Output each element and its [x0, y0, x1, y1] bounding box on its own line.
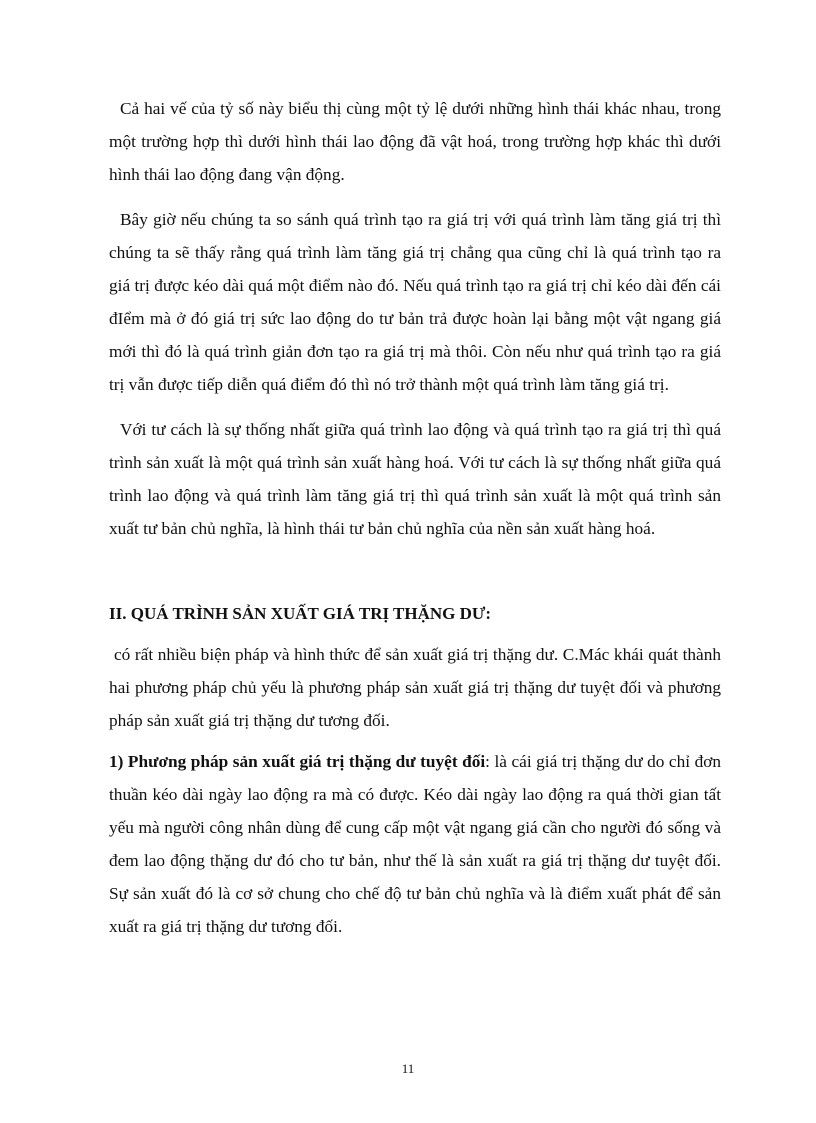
paragraph-value-comparison: Bây giờ nếu chúng ta so sánh quá trình tạo ra giá trị với quá trình làm tăng giá trị thì chúng ta sẽ thấy rằng quá trình làm tăng giá trị chẳng qua cũng chỉ là quá trình tạo ra giá trị được kéo dài quá một điểm nào đó. Nếu quá trình tạo ra giá trị chỉ kéo dài đến cái đIểm mà ở đó giá trị sức lao động do tư bản trả được hoàn lại bằng một vật ngang giá mới thì đó là quá trình giản đơn tạo ra giá trị mà thôi. Còn nếu như quá trình tạo ra giá trị vẫn được tiếp diễn quá điểm đó thì nó trở thành một quá trình làm tăng giá trị. [109, 210, 721, 394]
page-number: 11 [401, 1061, 415, 1076]
section-intro: có rất nhiều biện pháp và hình thức để sản xuất giá trị thặng dư. C.Mác khái quát thành hai phương pháp chủ yếu là phương pháp sản xuất giá trị thặng dư tuyệt đối và phương pháp sản xuất giá trị thặng dư tương đối. [109, 645, 721, 730]
method-body: : là cái giá trị thặng dư do chỉ đơn thuần kéo dài ngày lao động ra mà có được. Kéo dài ngày lao động ra quá thời gian tất yếu mà người công nhân dùng để cung cấp một vật ngang giá cần cho người đó sống và đem lao động thặng dư đó cho tư bản, như thế là sản xuất ra giá trị thặng dư tuyệt đối. Sự sản xuất đó là cơ sở chung cho chế độ tư bản chủ nghĩa và là điểm xuất phát để sản xuất ra giá trị thặng dư tương đối. [109, 752, 721, 936]
document-page [109, 92, 721, 943]
paragraph-unity: Với tư cách là sự thống nhất giữa quá trình lao động và quá trình tạo ra giá trị thì quá trình sản xuất là một quá trình sản xuất hàng hoá. Với tư cách là sự thống nhất giữa quá trình lao động và quá trình làm tăng giá trị thì quá trình sản xuất là một quá trình sản xuất tư bản chủ nghĩa, là hình thái tư bản chủ nghĩa của nền sản xuất hàng hoá. [109, 420, 721, 538]
method-paragraph [109, 745, 721, 943]
paragraph-ratio: Cả hai vế của tỷ số này biểu thị cùng một tỷ lệ dưới những hình thái khác nhau, trong một trường hợp thì dưới hình thái lao động đã vật hoá, trong trường hợp khác thì dưới hình thái lao động đang vận động. [109, 99, 721, 184]
method-title: 1) Phương pháp sản xuất giá trị thặng dư tuyệt đối [109, 752, 486, 771]
section-heading: II. QUÁ TRÌNH SẢN XUẤT GIÁ TRỊ THẶNG DƯ: [109, 604, 492, 623]
